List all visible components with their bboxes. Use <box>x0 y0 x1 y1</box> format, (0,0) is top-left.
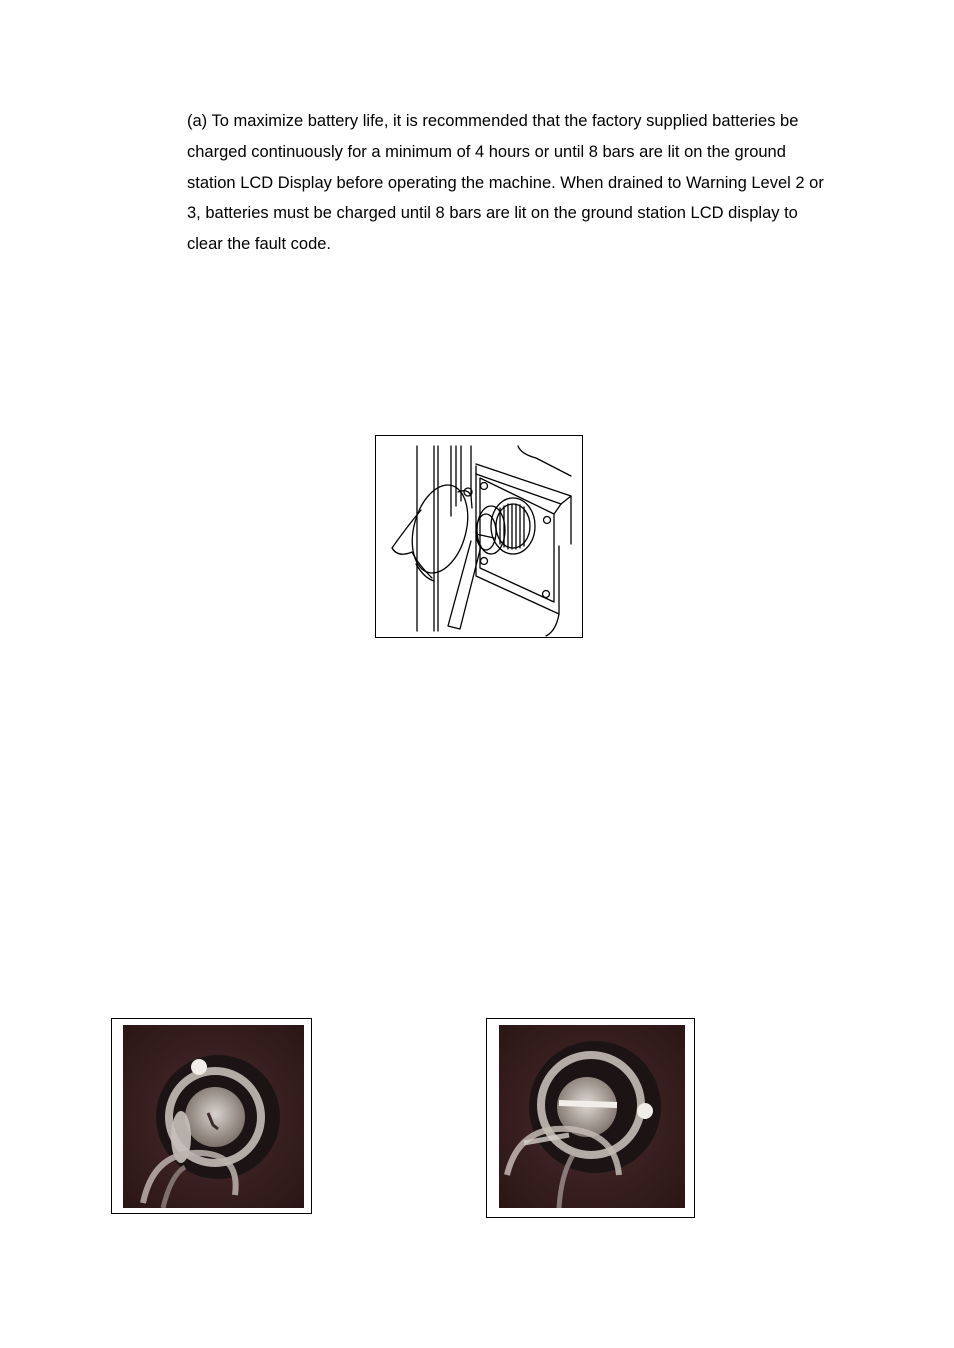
key-switch-turned-icon <box>499 1025 685 1208</box>
battery-instructions-paragraph: (a) To maximize battery life, it is recommended that the factory supplied batteries be charged continuously for a minimum of 4 hours or until 8 bars are lit on the ground station LCD Display before operating the machine. When drained to Warning Level 2 or 3, batteries must be charged until 8 bars are lit on the ground station LCD display to clear the fault code. <box>187 112 824 254</box>
key-switch-inserted-icon <box>123 1025 304 1208</box>
key-inserted-photo <box>111 1018 312 1214</box>
key-turned-photo <box>486 1018 695 1218</box>
connector-illustration <box>375 435 583 638</box>
charger-connector-drawing-icon <box>376 436 582 637</box>
